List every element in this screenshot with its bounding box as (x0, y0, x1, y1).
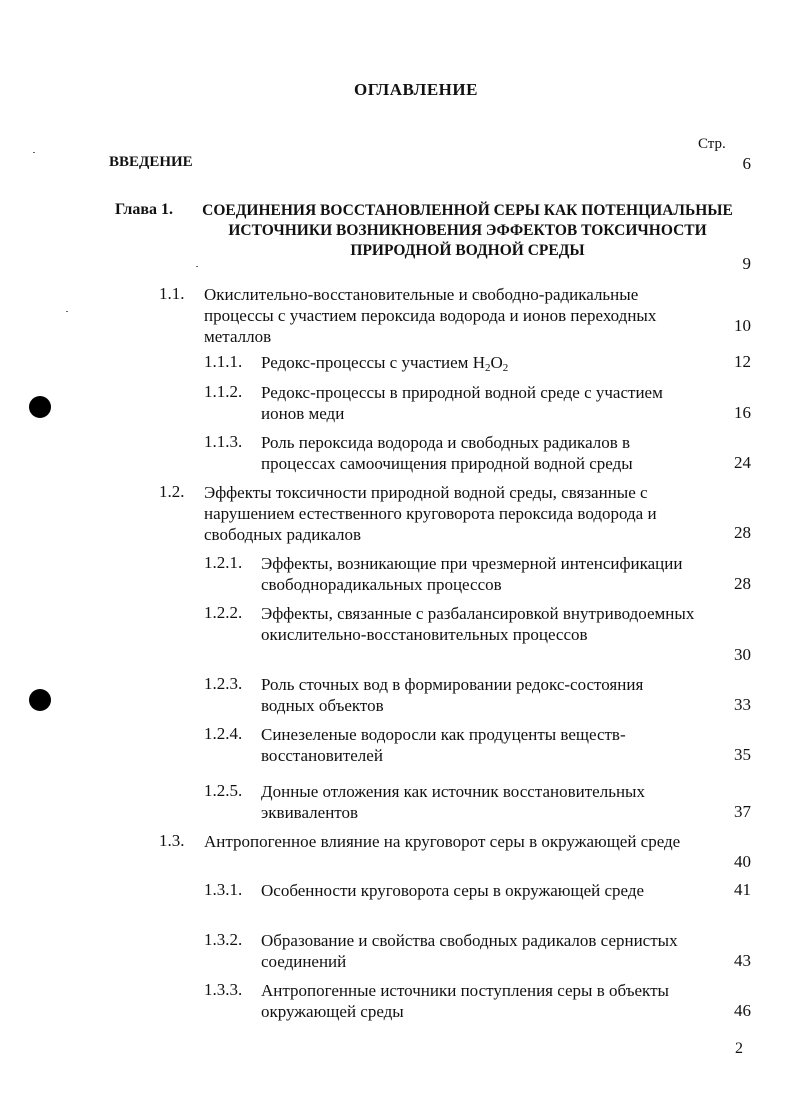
toc-entry-page: 12 (734, 352, 751, 371)
toc-entry-text: Особенности круговорота серы в окружающей среде (261, 881, 645, 900)
toc-entry-text: Эффекты токсичности природной водной среды, связанные с нарушением естественного круговорота пероксида водорода и свободных радикалов (204, 483, 657, 544)
toc-entry-page: 46 (734, 1001, 751, 1020)
toc-entry-number: 1.2.2. (204, 603, 243, 622)
toc-entry-page: 43 (734, 951, 751, 970)
toc-entry-page: 37 (734, 802, 751, 821)
toc-entry-number: 1.3.2. (204, 930, 243, 949)
toc-entry-number: 1.2.3. (204, 674, 243, 693)
toc-entry-text: Эффекты, возникающие при чрезмерной интенсификации свободнорадикальных процессов (261, 554, 683, 594)
binder-hole-mark (29, 689, 51, 711)
toc-entry-number: 1.3.1. (204, 880, 243, 899)
formula-subscript: 2 (502, 362, 509, 374)
toc-entry-number: 1.2.5. (204, 781, 243, 800)
toc-entry-page: 41 (734, 880, 751, 899)
toc-entry-page: 33 (734, 695, 751, 714)
formula-element: H (472, 353, 485, 372)
toc-entry-text: Эффекты, связанные с разбалансировкой внутриводоемных окислительно-восстановительных процессов (261, 604, 695, 644)
toc-chapter-page: 9 (742, 254, 751, 273)
toc-entry-text: Роль пероксида водорода и свободных радикалов в процессах самоочищения природной водной среды (261, 433, 633, 473)
formula-element: O (490, 353, 503, 372)
toc-entry-number: 1.2.1. (204, 553, 243, 572)
toc-entry-text: Окислительно-восстановительные и свободно-радикальные процессы с участием пероксида водорода и ионов переходных металлов (204, 285, 657, 346)
page-number: 2 (735, 1040, 743, 1057)
toc-entry-page: 28 (734, 574, 751, 593)
toc-entry-number: 1.1.3. (204, 432, 243, 451)
toc-entry-number: 1.3. (159, 831, 185, 850)
toc-entry-number: 1.2.4. (204, 724, 243, 743)
toc-entry-text (261, 352, 701, 373)
toc-entry-page: 40 (734, 852, 751, 871)
toc-chapter-label: Глава 1. (115, 201, 173, 218)
toc-entry-text: Антропогенные источники поступления серы в объекты окружающей среды (261, 981, 669, 1021)
toc-entry-text-part: Редокс-процессы с участием (261, 353, 469, 372)
scan-speck (33, 152, 35, 153)
toc-entry-page: 10 (734, 316, 751, 335)
toc-intro-label: ВВЕДЕНИЕ (109, 154, 193, 170)
page-title: ОГЛАВЛЕНИЕ (354, 80, 478, 99)
toc-entry-text: Антропогенное влияние на круговорот серы в окружающей среде (204, 832, 681, 851)
toc-entry-page: 24 (734, 453, 751, 472)
chemical-formula (473, 353, 509, 372)
toc-entry-number: 1.1. (159, 284, 185, 303)
toc-entry-page: 30 (734, 645, 751, 664)
toc-entry-text: Роль сточных вод в формировании редокс-состояния водных объектов (261, 675, 644, 715)
scan-speck (196, 266, 198, 267)
toc-intro-page: 6 (742, 154, 751, 173)
toc-entry-text: Синезеленые водоросли как продуценты веществ-восстановителей (261, 725, 626, 765)
toc-entry-text: Донные отложения как источник восстановительных эквивалентов (261, 782, 645, 822)
toc-entry-number: 1.3.3. (204, 980, 243, 999)
toc-entry-page: 16 (734, 403, 751, 422)
toc-entry-page: 35 (734, 745, 751, 764)
formula-subscript: 2 (484, 362, 491, 374)
toc-chapter-title: СОЕДИНЕНИЯ ВОССТАНОВЛЕННОЙ СЕРЫ КАК ПОТЕНЦИАЛЬНЫЕ ИСТОЧНИКИ ВОЗНИКНОВЕНИЯ ЭФФЕКТОВ ТОКСИЧНОСТИ ПРИРОДНОЙ ВОДНОЙ СРЕДЫ (202, 202, 733, 259)
page-column-label: Стр. (698, 136, 726, 152)
toc-entry-page: 28 (734, 523, 751, 542)
scan-speck (66, 311, 68, 312)
toc-entry-text: Редокс-процессы в природной водной среде с участием ионов меди (261, 383, 663, 423)
toc-entry-number: 1.1.2. (204, 382, 243, 401)
binder-hole-mark (29, 396, 51, 418)
toc-entry-text: Образование и свойства свободных радикалов сернистых соединений (261, 931, 678, 971)
toc-entry-number: 1.2. (159, 482, 185, 501)
toc-entry-number: 1.1.1. (204, 352, 243, 371)
